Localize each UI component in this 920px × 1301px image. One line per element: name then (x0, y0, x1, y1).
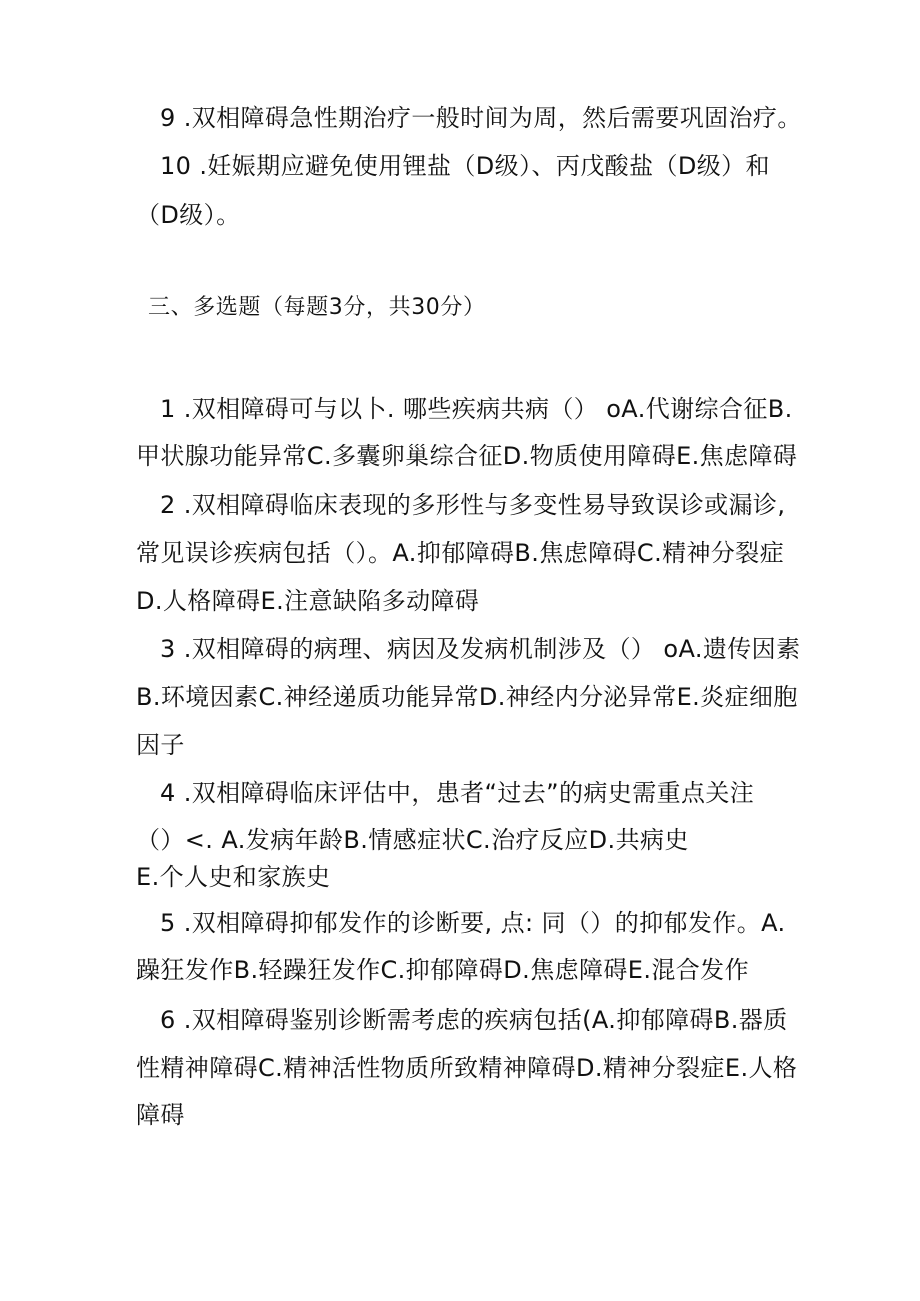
question-text-line: 2 .双相障碍临床表现的多形性与多变性易导致误诊或漏诊, (160, 491, 786, 519)
question-text-line: （）<. A.发病年龄B.情感症状C.治疗反应D.共病史 (136, 826, 689, 854)
question-text-line: E.个人史和家族史 (136, 863, 331, 891)
question-text-line: 6 .双相障碍鉴别诊断需考虑的疾病包括(A.抑郁障碍B.器质 (160, 1006, 788, 1034)
question-text-line: D.人格障碍E.注意缺陷多动障碍 (136, 587, 480, 615)
question-text-line: 3 .双相障碍的病理、病因及发病机制涉及（） oA.遗传因素 (160, 635, 801, 663)
question-text-line: 5 .双相障碍抑郁发作的诊断要, 点: 同（）的抑郁发作。A. (160, 909, 786, 937)
question-text-line: 甲状腺功能异常C.多囊卵巢综合征D.物质使用障碍E.焦虑障碍 (136, 442, 798, 470)
section-heading: 三、多选题（每题3分，共30分） (148, 295, 486, 320)
question-text-line: 因子 (136, 731, 185, 759)
question-text-line: 4 .双相障碍临床评估中，患者“过去”的病史需重点关注 (160, 779, 755, 807)
question-text-line: 障碍 (136, 1101, 185, 1129)
question-text-line: 常见误诊疾病包括（）。A.抑郁障碍B.焦虑障碍C.精神分裂症 (136, 539, 785, 567)
question-text-line: 1 .双相障碍可与以卜. 哪些疾病共病（） oA.代谢综合征B. (160, 395, 793, 423)
question-text-line: 躁狂发作B.轻躁狂发作C.抑郁障碍D.焦虑障碍E.混合发作 (136, 956, 749, 984)
question-text-line: 10 .妊娠期应避免使用锂盐（D级）、丙戊酸盐（D级）和 (160, 152, 770, 180)
question-text-line: B.环境因素C.神经递质功能异常D.神经内分泌异常E.炎症细胞 (136, 683, 798, 711)
question-text-line: 性精神障碍C.精神活性物质所致精神障碍D.精神分裂症E.人格 (136, 1054, 798, 1082)
question-text-line: （D级）。 (136, 201, 241, 229)
question-text-line: 9 .双相障碍急性期治疗一般时间为周，然后需要巩固治疗。 (160, 104, 802, 132)
